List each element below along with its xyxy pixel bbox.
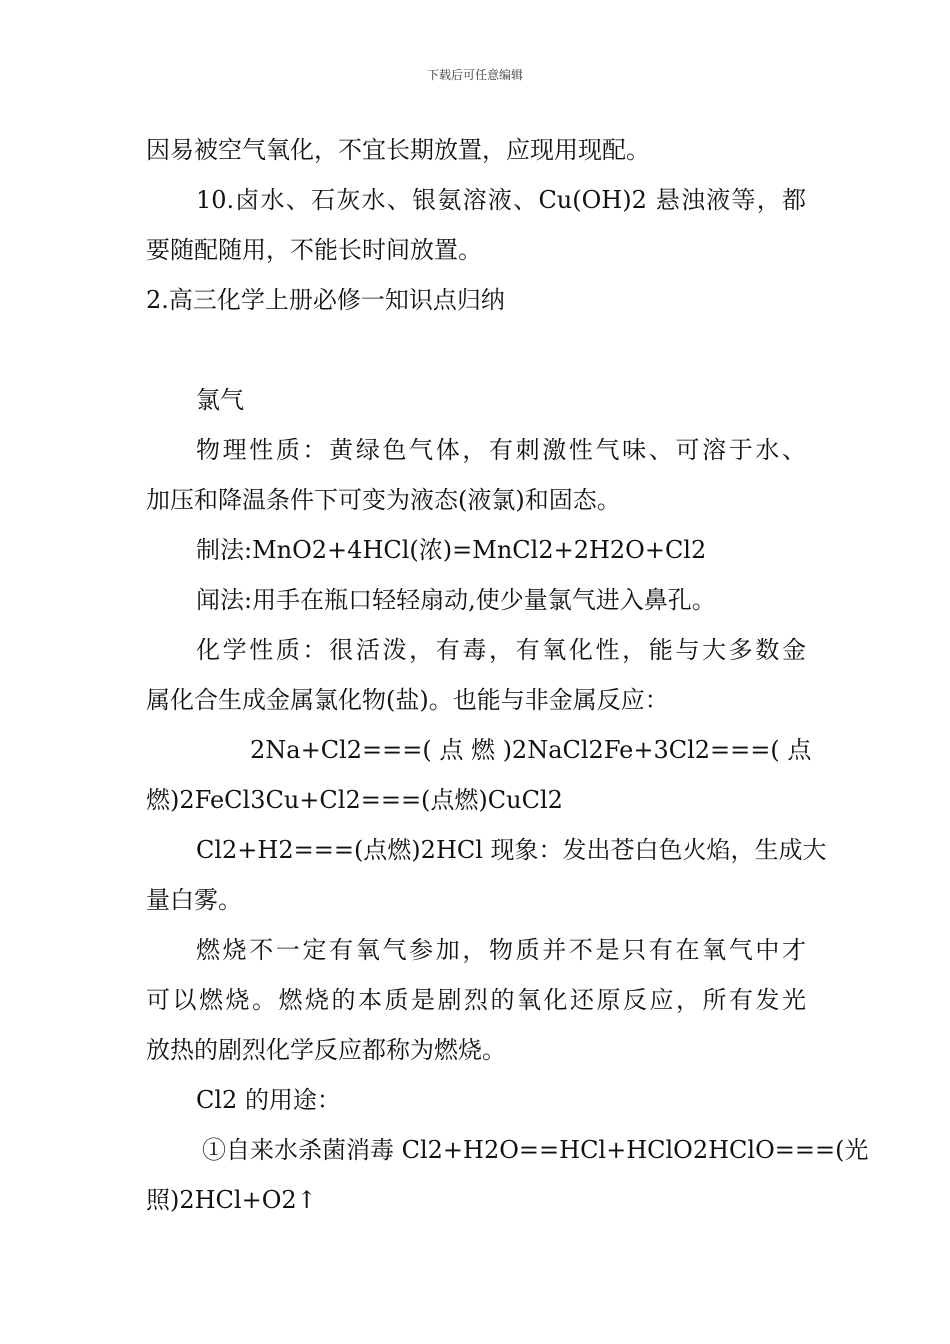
formula-line: 制法:MnO2+4HCl(浓)=MnCl2+2H2O+Cl2 [196,536,707,564]
paragraph-line: Cl2 的用途： [196,1086,341,1114]
paragraph-line: 可以燃烧。燃烧的本质是剧烈的氧化还原反应，所有发光 [146,986,806,1014]
formula-line: ①自来水杀菌消毒 Cl2+H2O==HCl+HClO2HClO===(光 [202,1136,869,1164]
paragraph-line: 物理性质：黄绿色气体，有刺激性气味、可溶于水、 [196,436,806,464]
formula-line: 燃)2FeCl3Cu+Cl2===(点燃)CuCl2 [146,786,563,814]
section-heading: 2.高三化学上册必修一知识点归纳 [146,286,505,314]
paragraph-line: Cl2+H2===(点燃)2HCl 现象：发出苍白色火焰，生成大 [196,836,827,864]
subheading-chlorine: 氯气 [196,386,244,414]
paragraph-line: 要随配随用，不能长时间放置。 [146,236,482,264]
paragraph-line: 放热的剧烈化学反应都称为燃烧。 [146,1036,506,1064]
formula-line: 2Na+Cl2===( 点 燃 )2NaCl2Fe+3Cl2===( 点 [250,736,812,764]
paragraph-line: 闻法:用手在瓶口轻轻扇动,使少量氯气进入鼻孔。 [196,586,716,614]
paragraph-line: 因易被空气氧化，不宜长期放置，应现用现配。 [146,136,650,164]
formula-line: 照)2HCl+O2↑ [146,1186,317,1214]
paragraph-line: 化学性质：很活泼，有毒，有氧化性，能与大多数金 [196,636,806,664]
paragraph-line: 加压和降温条件下可变为液态(液氯)和固态。 [146,486,621,514]
page-header: 下载后可任意编辑 [426,68,523,82]
paragraph-line: 量白雾。 [146,886,242,914]
paragraph-line: 10.卤水、石灰水、银氨溶液、Cu(OH)2 悬浊液等，都 [196,186,806,214]
paragraph-line: 燃烧不一定有氧气参加，物质并不是只有在氧气中才 [196,936,806,964]
paragraph-line: 属化合生成金属氯化物(盐)。也能与非金属反应： [146,686,669,714]
